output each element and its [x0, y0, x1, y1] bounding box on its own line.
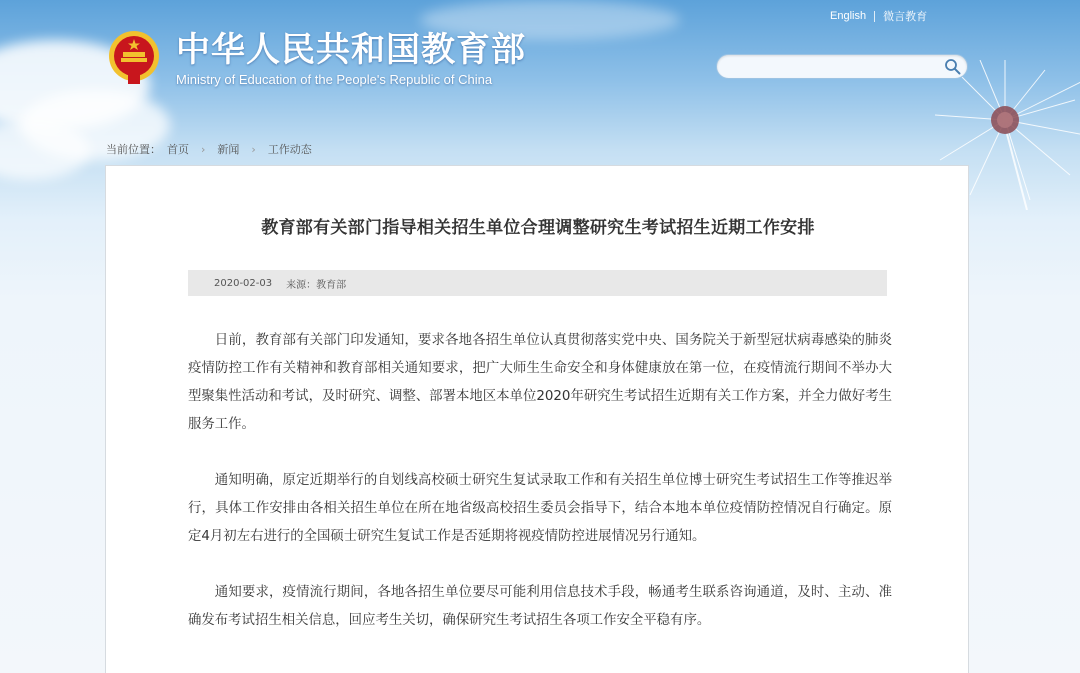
article-body	[188, 327, 892, 663]
breadcrumb	[106, 141, 312, 157]
site-subtitle: Ministry of Education of the People's Republic of China	[176, 72, 493, 87]
article-paragraph: 通知要求，疫情流行期间，各地各招生单位要尽可能利用信息技术手段，畅通考生联系咨询通道，及时、主动、准确发布考试招生相关信息，回应考生关切，确保研究生考试招生各项工作安全平稳有序。	[188, 585, 892, 628]
breadcrumb-news[interactable]: 新闻	[217, 143, 240, 156]
top-links	[830, 8, 970, 24]
weibo-link[interactable]: 微言教育	[883, 11, 928, 23]
site-title: 中华人民共和国教育部	[176, 30, 526, 70]
search-box	[716, 54, 968, 79]
article-date: 2020-02-03	[214, 277, 273, 289]
article-title: 教育部有关部门指导相关招生单位合理调整研究生考试招生近期工作安排	[261, 218, 815, 238]
english-link[interactable]: English	[830, 10, 867, 22]
breadcrumb-work-news[interactable]: 工作动态	[267, 143, 312, 156]
chevron-right-icon: ›	[201, 142, 206, 156]
breadcrumb-prefix: 当前位置：	[106, 143, 161, 156]
national-emblem-icon	[108, 30, 160, 86]
article-paragraph: 通知明确，原定近期举行的自划线高校硕士研究生复试录取工作和有关招生单位博士研究生考试招生工作等推迟举行，具体工作安排由各相关招生单位在所在地省级高校招生委员会指导下，结合本地本单位疫情防控情况自行确定。原定4月初左右进行的全国硕士研究生复试工作是否延期将视疫情防控进展情况另行通知。	[188, 473, 892, 544]
article-panel	[105, 165, 969, 673]
search-icon[interactable]	[944, 58, 961, 75]
breadcrumb-home[interactable]: 首页	[167, 143, 189, 156]
chevron-right-icon: ›	[251, 142, 256, 156]
link-divider	[874, 11, 875, 22]
search-input[interactable]	[717, 55, 951, 78]
article-paragraph: 日前，教育部有关部门印发通知，要求各地各招生单位认真贯彻落实党中央、国务院关于新型冠状病毒感染的肺炎疫情防控工作有关精神和教育部相关通知要求，把广大师生生命安全和身体健康放在第一位，在疫情流行期间不举办大型聚集性活动和考试，及时研究、调整、部署本地区本单位2020年研究生考试招生近期有关工作方案，并全力做好考生服务工作。	[188, 333, 892, 432]
article-source: 来源：教育部	[286, 279, 347, 291]
article-meta-bar	[188, 270, 887, 296]
